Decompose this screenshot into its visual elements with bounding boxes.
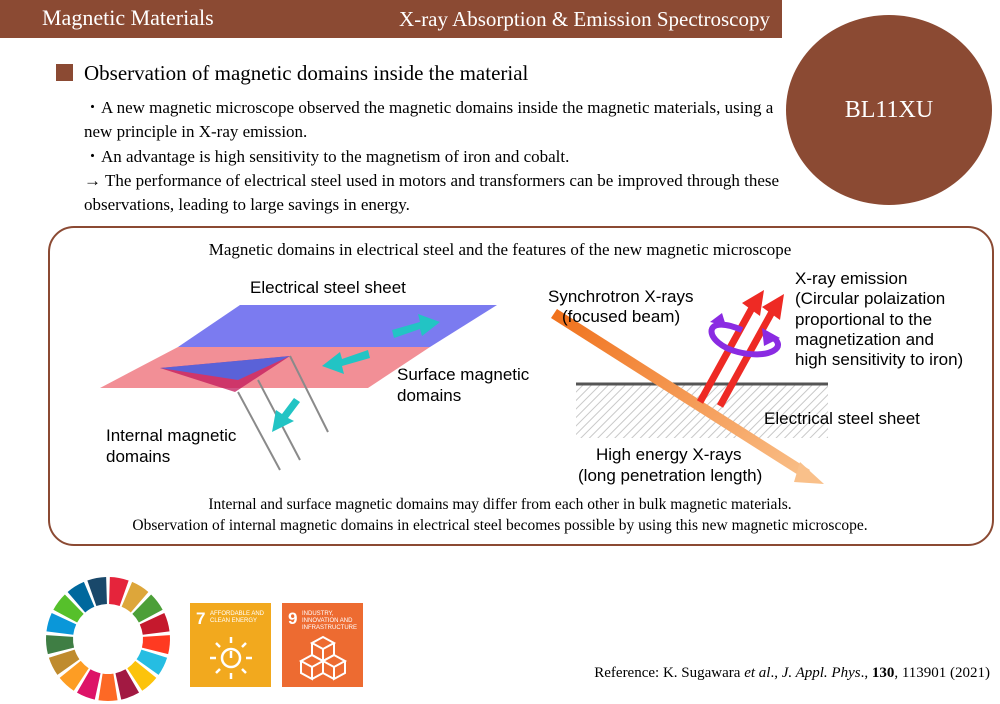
source-label-line2: (focused beam)	[562, 307, 681, 326]
emission-label-line4: magnetization and	[795, 330, 934, 349]
internal-arrow-icon	[272, 398, 300, 432]
figure-title: Magnetic domains in electrical steel and the features of the new magnetic microscope	[208, 240, 792, 259]
figure-caption-line2: Observation of internal magnetic domains in electrical steel becomes possible by using this new magnetic microscope.	[132, 517, 868, 534]
sdg-7-text: AFFORDABLE AND CLEAN ENERGY	[210, 611, 265, 624]
high-energy-label-line1: High energy X-rays	[596, 445, 742, 464]
figure-caption-line1: Internal and surface magnetic domains may differ from each other in bulk magnetic materials.	[208, 496, 792, 513]
sdg-wheel-icon	[42, 576, 174, 702]
reference-rest: , 113901 (2021)	[894, 665, 990, 681]
sun-power-icon	[208, 635, 254, 681]
header-left-title: Magnetic Materials	[42, 5, 214, 30]
emission-label-line2: (Circular polaization	[795, 289, 946, 308]
source-label-line1: Synchrotron X-rays	[548, 287, 694, 306]
bullet-1: ・A new magnetic microscope observed the magnetic domains inside the magnetic materials, using a new principle in X-ray emission.	[84, 98, 774, 141]
sdg-goal-9-tile	[282, 603, 363, 687]
reference-prefix: Reference: K. Sugawara	[594, 665, 745, 681]
bullet-2: ・An advantage is high sensitivity to the magnetism of iron and cobalt.	[84, 147, 570, 166]
reference-journal: J. Appl. Phys	[781, 665, 861, 681]
surface-label-line2: domains	[397, 386, 462, 405]
emission-label-line3: proportional to the	[795, 310, 933, 329]
sdg-wheel-segment	[98, 674, 117, 701]
cubes-icon	[298, 633, 348, 683]
beamline-label: BL11XU	[844, 96, 934, 123]
sdg-9-text: INDUSTRY, INNOVATION AND INFRASTRUCTURE	[302, 611, 357, 631]
reference-etal: et al	[744, 665, 771, 681]
sdg-9-number: 9	[288, 609, 298, 628]
surface-label-line1: Surface magnetic	[397, 365, 530, 384]
internal-label-line1: Internal magnetic	[106, 426, 237, 445]
sdg-7-number: 7	[196, 609, 206, 628]
internal-label-line2: domains	[106, 447, 171, 466]
sheet-top-layer	[178, 305, 497, 347]
bullet-3: → The performance of electrical steel used in motors and transformers can be improved through these observations, leading to large savings in energy.	[84, 171, 780, 214]
high-energy-label-line2: (long penetration length)	[578, 466, 763, 485]
reference-sep1: .,	[770, 665, 782, 681]
reference-volume: 130	[871, 665, 895, 681]
emission-label-line5: high sensitivity to iron)	[795, 350, 964, 369]
left-sheet-label: Electrical steel sheet	[250, 278, 406, 297]
header-right-title: X-ray Absorption & Emission Spectroscopy	[399, 7, 770, 31]
right-sheet-label: Electrical steel sheet	[764, 409, 920, 428]
section-heading: Observation of magnetic domains inside the material	[84, 61, 529, 85]
reference-sep2: .,	[860, 665, 872, 681]
sdg-goal-7-tile	[190, 603, 271, 687]
emission-label-line1: X-ray emission	[795, 269, 908, 288]
reference	[594, 665, 990, 682]
